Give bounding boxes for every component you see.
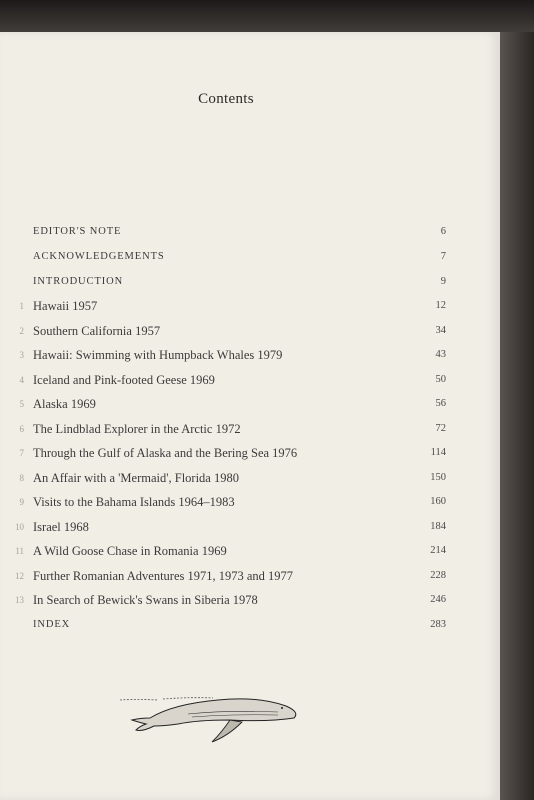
chapter-number: 8 bbox=[19, 473, 24, 483]
toc-entry bbox=[0, 590, 500, 610]
toc-entry bbox=[0, 345, 500, 365]
entry-title: EDITOR'S NOTE bbox=[33, 226, 122, 237]
table-of-contents bbox=[0, 32, 500, 800]
chapter-number: 6 bbox=[19, 424, 24, 434]
toc-entry bbox=[0, 394, 500, 414]
page-number: 228 bbox=[430, 570, 446, 581]
whale-illustration bbox=[118, 686, 308, 746]
chapter-number: 4 bbox=[19, 375, 24, 385]
entry-title: Hawaii 1957 bbox=[33, 299, 98, 313]
chapter-number: 11 bbox=[15, 546, 24, 556]
toc-entry bbox=[0, 222, 500, 242]
page-title: Contents bbox=[198, 91, 254, 107]
chapter-number: 13 bbox=[15, 595, 24, 605]
entry-title: ACKNOWLEDGEMENTS bbox=[33, 251, 165, 262]
toc-entry bbox=[0, 566, 500, 586]
entry-title: INTRODUCTION bbox=[33, 276, 124, 287]
page-number: 114 bbox=[430, 447, 446, 458]
toc-entry bbox=[0, 468, 500, 488]
entry-title: Hawaii: Swimming with Humpback Whales 1979 bbox=[33, 348, 283, 362]
page-edge bbox=[500, 32, 534, 800]
chapter-number: 7 bbox=[19, 448, 24, 458]
page-number: 246 bbox=[430, 594, 446, 605]
chapter-number: 5 bbox=[19, 399, 24, 409]
chapter-number: 12 bbox=[15, 571, 24, 581]
entry-title: Through the Gulf of Alaska and the Bering Sea 1976 bbox=[33, 446, 298, 460]
page-number: 283 bbox=[430, 619, 446, 630]
chapter-number: 1 bbox=[19, 301, 24, 311]
toc-entry bbox=[0, 272, 500, 292]
entry-title: The Lindblad Explorer in the Arctic 1972 bbox=[33, 422, 241, 436]
toc-entry bbox=[0, 321, 500, 341]
chapter-number: 2 bbox=[19, 326, 24, 336]
toc-entry bbox=[0, 443, 500, 463]
page-number: 34 bbox=[435, 325, 446, 336]
page-number: 43 bbox=[435, 349, 446, 360]
entry-title: An Affair with a 'Mermaid', Florida 1980 bbox=[33, 471, 239, 485]
chapter-number: 9 bbox=[19, 497, 24, 507]
entry-title: Further Romanian Adventures 1971, 1973 and 1977 bbox=[33, 569, 294, 583]
page-number: 12 bbox=[435, 300, 446, 311]
toc-entry bbox=[0, 247, 500, 267]
entry-title: INDEX bbox=[33, 619, 71, 630]
toc-entry bbox=[0, 419, 500, 439]
page-number: 214 bbox=[430, 545, 446, 556]
book-page bbox=[0, 32, 500, 800]
page-number: 7 bbox=[440, 251, 446, 262]
entry-title: Israel 1968 bbox=[33, 520, 89, 534]
page-number: 9 bbox=[440, 276, 446, 287]
entry-title: Iceland and Pink-footed Geese 1969 bbox=[33, 373, 215, 387]
toc-entry bbox=[0, 296, 500, 316]
toc-entry bbox=[0, 492, 500, 512]
toc-entry bbox=[0, 541, 500, 561]
toc-entry bbox=[0, 370, 500, 390]
entry-title: Alaska 1969 bbox=[33, 397, 96, 411]
page-number: 56 bbox=[435, 398, 446, 409]
entry-title: In Search of Bewick's Swans in Siberia 1978 bbox=[33, 593, 258, 607]
page-number: 150 bbox=[430, 472, 446, 483]
entry-title: Southern California 1957 bbox=[33, 324, 161, 338]
page-number: 50 bbox=[435, 374, 446, 385]
toc-entry bbox=[0, 615, 500, 635]
page-number: 184 bbox=[430, 521, 446, 532]
chapter-number: 3 bbox=[19, 350, 24, 360]
entry-title: A Wild Goose Chase in Romania 1969 bbox=[33, 544, 227, 558]
page-number: 160 bbox=[430, 496, 446, 507]
entry-title: Visits to the Bahama Islands 1964–1983 bbox=[33, 495, 235, 509]
chapter-number: 10 bbox=[15, 522, 24, 532]
page-number: 72 bbox=[435, 423, 446, 434]
toc-entry bbox=[0, 517, 500, 537]
page-number: 6 bbox=[440, 226, 446, 237]
